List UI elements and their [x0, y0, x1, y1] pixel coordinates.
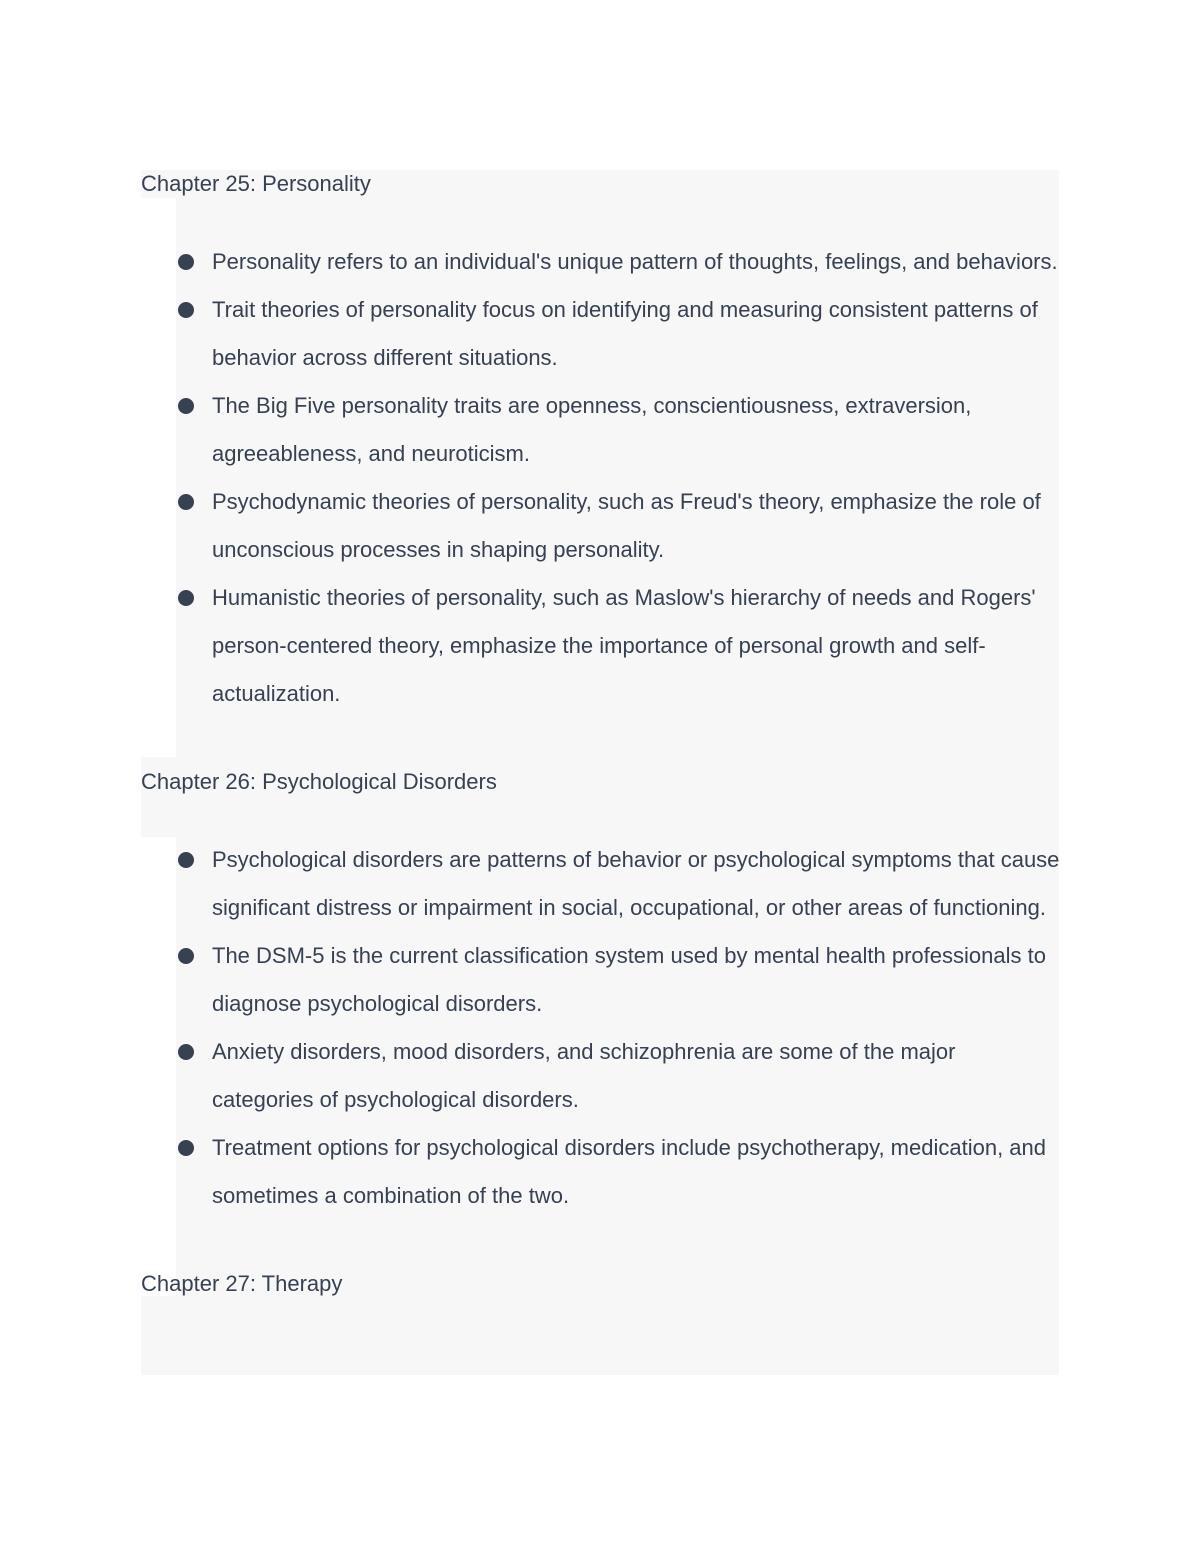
- list-item-text: The Big Five personality traits are openness, conscientiousness, extraversion, agreeableness, and neuroticism.: [212, 393, 972, 466]
- list-item: [212, 382, 1061, 478]
- list-item-text: Psychodynamic theories of personality, such as Freud's theory, emphasize the role of unconscious processes in shaping personality.: [212, 489, 1041, 562]
- list-item: [212, 836, 1061, 932]
- section-chapter-25: [141, 165, 1061, 718]
- bullet-dot-icon: [178, 494, 194, 510]
- list-item: [212, 238, 1061, 286]
- chapter-heading: Chapter 27: Therapy: [141, 1271, 343, 1296]
- list-item: [212, 478, 1061, 574]
- bullet-dot-icon: [178, 254, 194, 270]
- list-item-text: Personality refers to an individual's unique pattern of thoughts, feelings, and behaviors.: [212, 249, 1058, 274]
- bullet-dot-icon: [178, 302, 194, 318]
- list-item: [212, 286, 1061, 382]
- highlight-strip: [141, 1296, 176, 1375]
- section-chapter-26: [141, 763, 1061, 1220]
- document-content: [141, 165, 1061, 1303]
- bullet-list: [141, 238, 1061, 718]
- bullet-dot-icon: [178, 398, 194, 414]
- bullet-dot-icon: [178, 1140, 194, 1156]
- bullet-list: [141, 836, 1061, 1220]
- bullet-dot-icon: [178, 948, 194, 964]
- list-item-text: Treatment options for psychological disorders include psychotherapy, medication, and sometimes a combination of the two.: [212, 1135, 1047, 1208]
- list-item-text: Psychological disorders are patterns of behavior or psychological symptoms that cause significant distress or impairment in social, occupational, or other areas of functioning.: [212, 847, 1060, 920]
- list-item: [212, 574, 1061, 718]
- bullet-dot-icon: [178, 852, 194, 868]
- list-item-text: Trait theories of personality focus on identifying and measuring consistent patterns of behavior across different situations.: [212, 297, 1038, 370]
- chapter-heading: Chapter 26: Psychological Disorders: [141, 769, 497, 794]
- bullet-dot-icon: [178, 590, 194, 606]
- bullet-dot-icon: [178, 1044, 194, 1060]
- chapter-heading: Chapter 25: Personality: [141, 171, 371, 196]
- list-item-text: Humanistic theories of personality, such as Maslow's hierarchy of needs and Rogers' person-centered theory, emphasize the importance of personal growth and self-actualization.: [212, 585, 1036, 706]
- list-item: [212, 1028, 1061, 1124]
- list-item-text: Anxiety disorders, mood disorders, and schizophrenia are some of the major categories of psychological disorders.: [212, 1039, 956, 1112]
- list-item: [212, 932, 1061, 1028]
- list-item-text: The DSM-5 is the current classification system used by mental health professionals to diagnose psychological disorders.: [212, 943, 1046, 1016]
- section-chapter-27: [141, 1265, 1061, 1303]
- list-item: [212, 1124, 1061, 1220]
